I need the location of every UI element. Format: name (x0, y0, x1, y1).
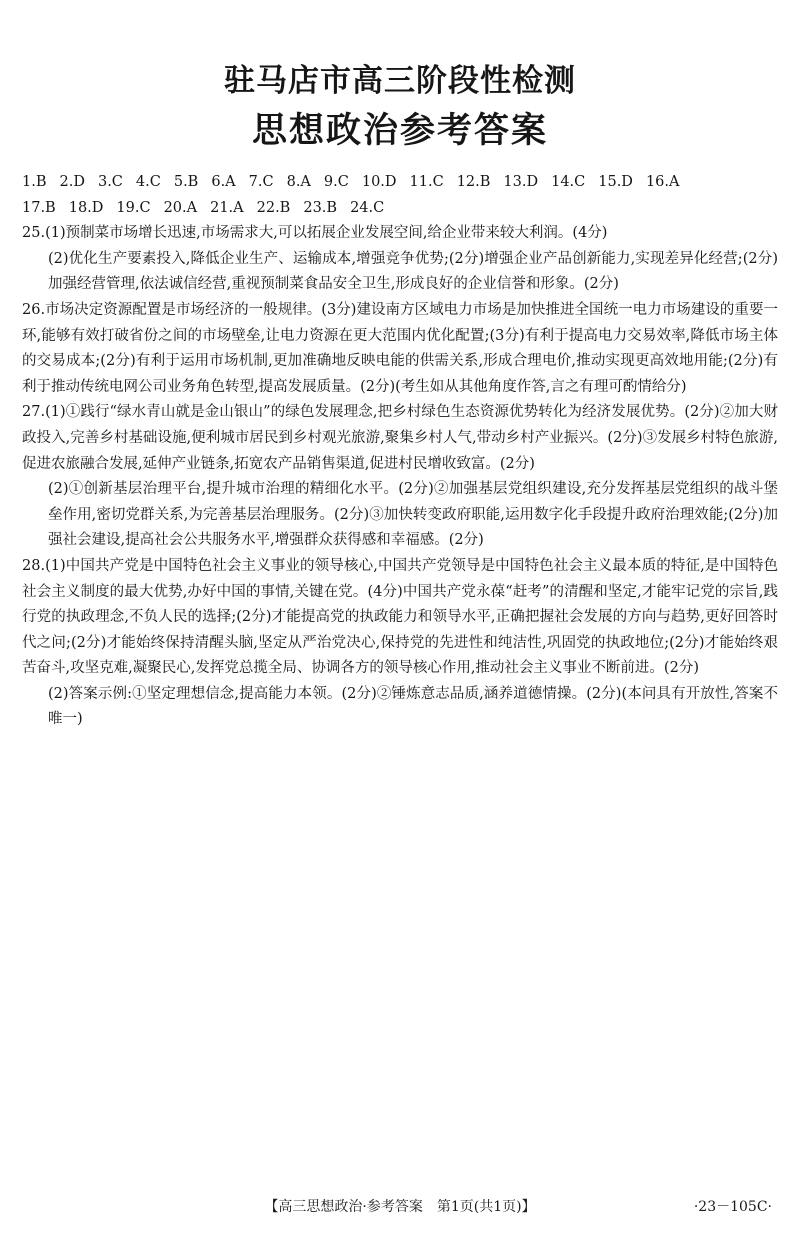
answer-text: (1)中国共产党是中国特色社会主义事业的领导核心,中国共产党领导是中国特色社会主义最本质的特征,是中国特色社会主义制度的最大优势,办好中国的事情,关键在党。(4分)中国共产党永葆“赶考”的清醒和坚定,才能牢记党的宗旨,践行党的执政理念,不负人民的选择;(2分)才能提高党的执政能力和领导水平,正确把握社会发展的方向与趋势,更好回答时代之问;(2分)才能始终保持清醒头脑,坚定从严治党决心,保持党的先进性和纯洁性,巩固党的执政地位;(2分)才能始终艰苦奋斗,攻坚克难,凝聚民心,发挥党总揽全局、协调各方的领导核心作用,推动社会主义事业不断前进。(2分) (22, 557, 778, 677)
choice-answers (22, 170, 778, 221)
choice-answer: 13.D (503, 174, 539, 190)
answer-text: (1)预制菜市场增长迅速,市场需求大,可以拓展企业发展空间,给企业带来较大利润。(4分) (45, 225, 608, 242)
choice-answer: 8.A (286, 174, 311, 190)
choice-answer: 18.D (68, 199, 104, 216)
question-number: 26. (22, 301, 46, 318)
choice-answer: 7.C (248, 174, 274, 190)
choice-answer: 24.C (350, 199, 385, 216)
question-number: 25. (22, 225, 46, 242)
page-title-line2: 思想政治参考答案 (251, 111, 548, 151)
question-26-part-1 (22, 298, 778, 400)
choice-answer: 4.C (135, 174, 161, 190)
choice-answer: 5.B (173, 174, 199, 190)
choice-answer: 21.A (210, 199, 244, 216)
question-25-part-1 (22, 221, 778, 247)
choice-answer: 11.C (409, 174, 444, 190)
footer-code: ·23－105C· (693, 1199, 772, 1215)
choice-answer: 20.A (163, 199, 198, 216)
question-27-part-1 (22, 400, 778, 477)
question-27 (22, 400, 778, 554)
question-28-part-2: (2)答案示例:①坚定理想信念,提高能力本领。(2分)②锤炼意志品质,涵养道德情操。(2分)(本问具有开放性,答案不唯一) (48, 685, 778, 728)
choice-answer: 17.B (22, 199, 56, 216)
choice-answer: 16.A (645, 174, 680, 190)
choice-answer: 10.D (361, 174, 397, 190)
question-number: 27. (22, 404, 46, 421)
question-27-part-2: (2)①创新基层治理平台,提升城市治理的精细化水平。(2分)②加强基层党组织建设,充分发挥基层党组织的战斗堡垒作用,密切党群关系,为完善基层治理服务。(2分)③加快转变政府职能,运用数字化手段提升政府治理效能;(2分)加强社会建设,提高社会公共服务水平,增强群众获得感和幸福感。(2分) (48, 481, 778, 549)
choice-answer: 22.B (256, 199, 291, 216)
page-title-line1: 驻马店市高三阶段性检测 (224, 63, 576, 99)
footer-page-info: 【高三思想政治·参考答案 第1页(共1页)】 (264, 1199, 536, 1215)
choice-answer: 14.C (551, 174, 586, 190)
question-26 (22, 298, 778, 400)
choice-answer: 12.B (456, 174, 491, 190)
answer-content (22, 170, 778, 733)
choice-answer: 23.B (303, 199, 338, 216)
question-25 (22, 221, 778, 298)
question-28-part-1 (22, 554, 778, 682)
choice-answer: 3.C (97, 174, 123, 190)
answer-text: 市场决定资源配置是市场经济的一般规律。(3分)建设南方区域电力市场是加快推进全国统一电力市场建设的重要一环,能够有效打破省份之间的市场壁垒,让电力资源在更大范围内优化配置;(3分)有利于提高电力交易效率,降低市场主体的交易成本;(2分)有利于运用市场机制,更加准确地反映电能的供需关系,形成合理电价,推动实现更高效地用能;(2分)有利于推动传统电网公司业务角色转型,提高发展质量。(2分)(考生如从其他角度作答,言之有理可酌情给分) (22, 301, 778, 395)
choice-answer: 6.A (211, 174, 236, 190)
question-28 (22, 554, 778, 733)
choice-answer: 19.C (116, 199, 151, 216)
question-25-part-2: (2)优化生产要素投入,降低企业生产、运输成本,增强竞争优势;(2分)增强企业产品创新能力,实现差异化经营;(2分)加强经营管理,依法诚信经营,重视预制菜食品安全卫生,形成良好的企业信誉和形象。(2分) (48, 250, 778, 293)
question-number: 28. (22, 557, 46, 574)
choice-answer: 15.D (598, 174, 633, 190)
choice-answer: 9.C (323, 174, 349, 190)
choice-answer: 2.D (59, 174, 85, 190)
choice-answer: 1.B (22, 174, 47, 190)
answer-text: (1)①践行“绿水青山就是金山银山”的绿色发展理念,把乡村绿色生态资源优势转化为经济发展优势。(2分)②加大财政投入,完善乡村基础设施,便利城市居民到乡村观光旅游,聚集乡村人气,带动乡村产业振兴。(2分)③发展乡村特色旅游,促进农旅融合发展,延伸产业链条,拓宽农产品销售渠道,促进村民增收致富。(2分) (22, 404, 778, 472)
